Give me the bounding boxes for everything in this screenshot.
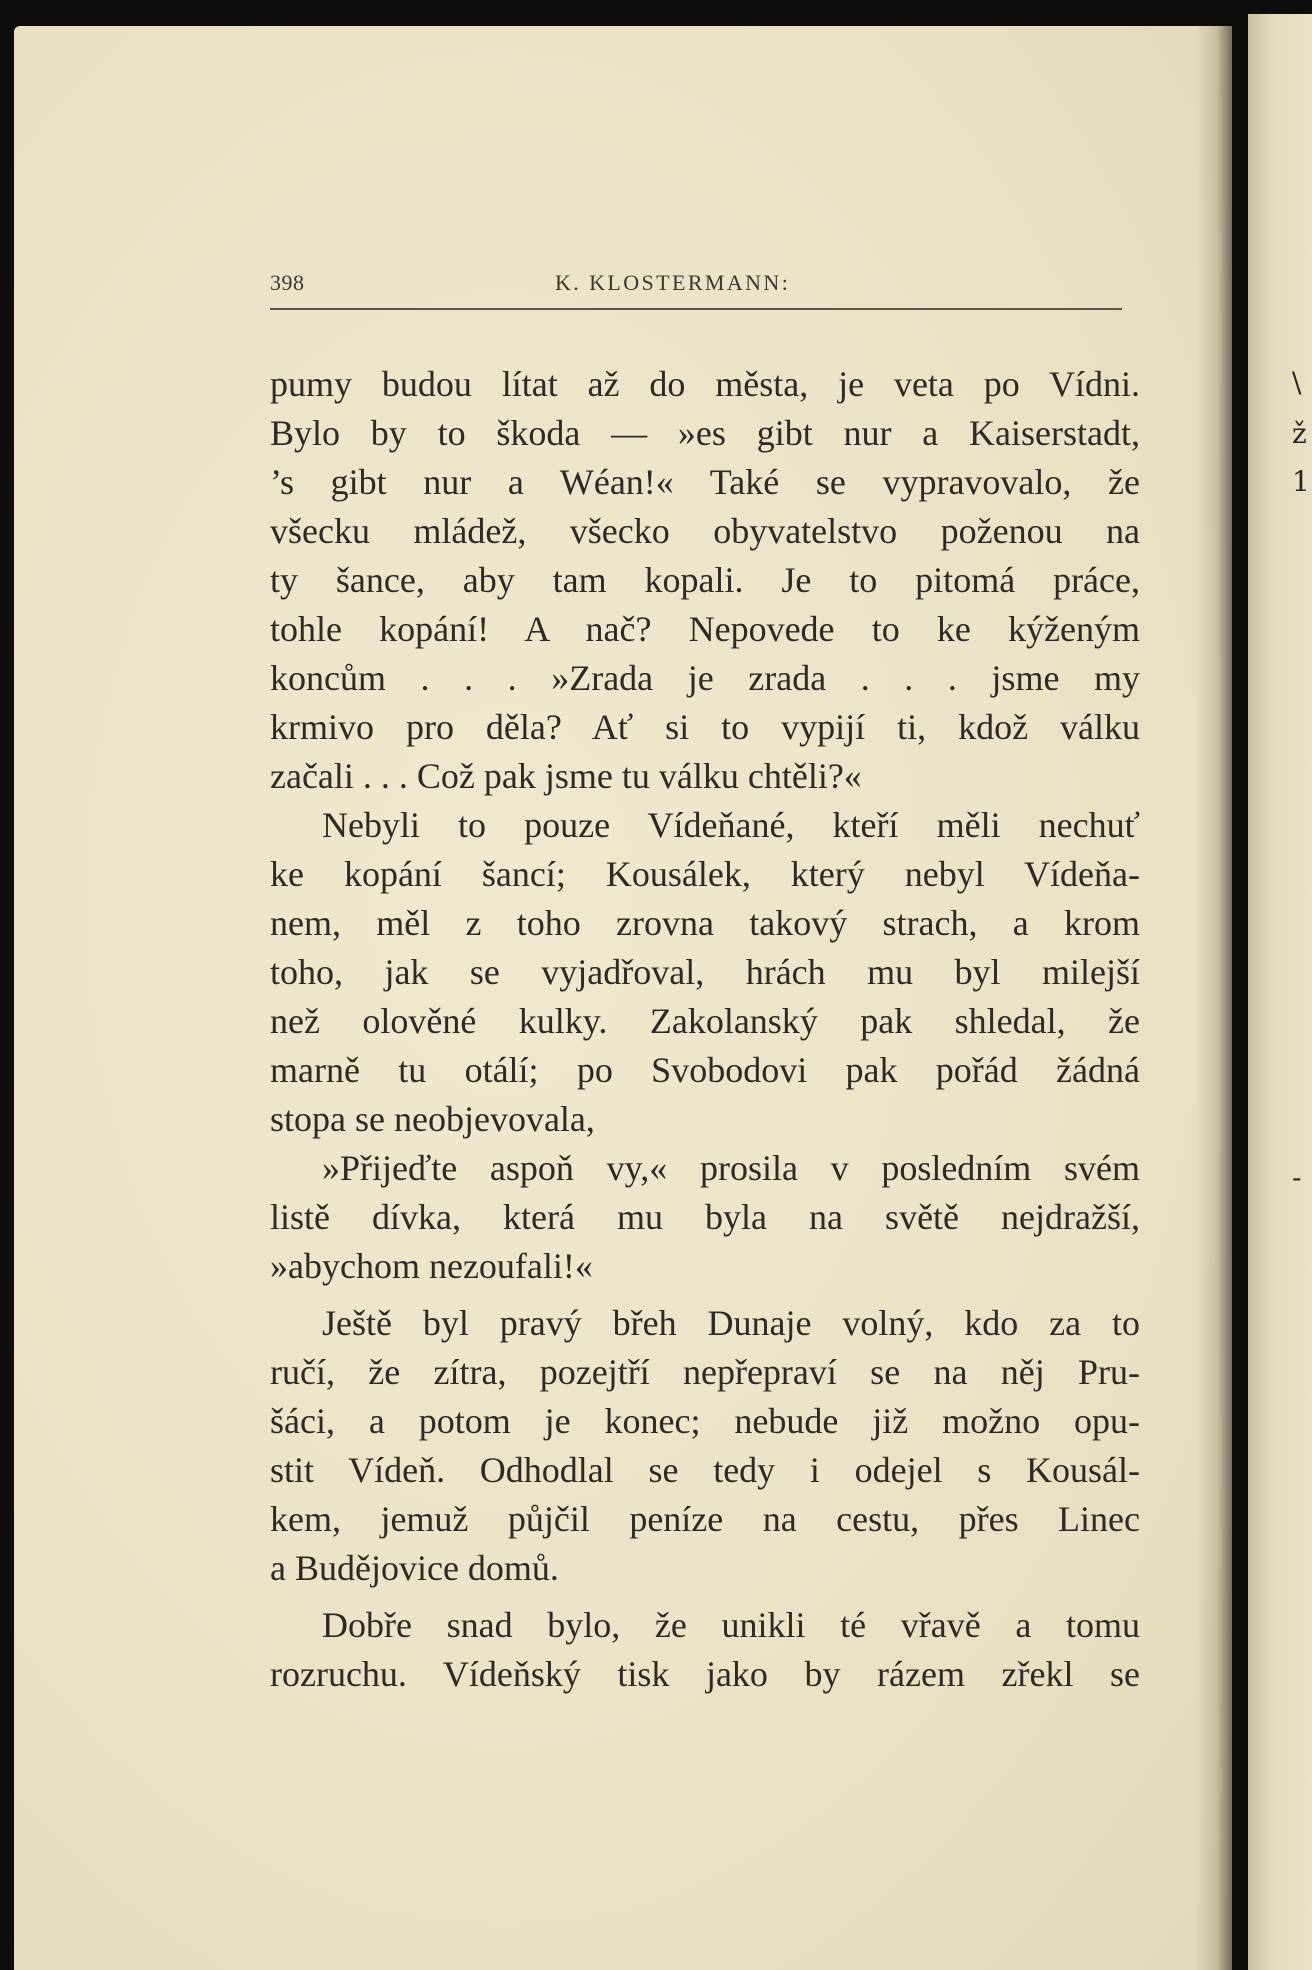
text-line: všecku mládež, všecko obyvatelstvo poženou na — [270, 511, 1140, 551]
edge-glyph: \ — [1292, 366, 1302, 399]
text-line: kem, jemuž půjčil peníze na cestu, přes Linec — [270, 1499, 1140, 1539]
text-line: Bylo by to škoda — »es gibt nur a Kaiserstadt, — [270, 413, 1140, 453]
text-line: než olověné kulky. Zakolanský pak shledal, že — [270, 1001, 1140, 1041]
edge-glyph: 1 — [1292, 465, 1310, 498]
text-line: »Přijeďte aspoň vy,« prosila v posledním svém — [322, 1148, 1140, 1188]
text-line: marně tu otálí; po Svobodovi pak pořád žádná — [270, 1050, 1140, 1090]
paragraph — [270, 360, 1140, 801]
text-line: nem, měl z toho zrovna takový strach, a krom — [270, 903, 1140, 943]
text-line: pumy budou lítat až do města, je veta po Vídni. — [270, 364, 1140, 404]
header-rule — [270, 308, 1122, 310]
text-line: toho, jak se vyjadřoval, hrách mu byl milejší — [270, 952, 1140, 992]
running-head — [270, 270, 1122, 302]
page-number: 398 — [270, 270, 305, 295]
text-line: a Budějovice domů. — [270, 1548, 559, 1588]
text-line: krmivo pro děla? Ať si to vypijí ti, kdož válku — [270, 707, 1140, 747]
next-page-edge — [1248, 14, 1312, 1970]
text-line: stopa se neobjevovala, — [270, 1099, 595, 1139]
paragraph — [270, 1144, 1140, 1291]
text-line: listě dívka, která mu byla na světě nejdražší, — [270, 1197, 1140, 1237]
paragraph-gap — [270, 1291, 1140, 1299]
edge-glyph: - — [1292, 1161, 1302, 1194]
text-line: Ještě byl pravý břeh Dunaje volný, kdo za to — [322, 1303, 1140, 1343]
text-line: rozruchu. Vídeňský tisk jako by rázem zřekl se — [270, 1654, 1140, 1694]
gutter-shadow — [1195, 26, 1232, 1970]
text-line: koncům . . . »Zrada je zrada . . . jsme my — [270, 658, 1140, 698]
running-title: K. KLOSTERMANN: — [555, 270, 791, 295]
text-line: stit Vídeň. Odhodlal se tedy i odejel s Kousál- — [270, 1450, 1140, 1490]
text-line: šáci, a potom je konec; nebude již možno opu- — [270, 1401, 1140, 1441]
paragraph — [270, 801, 1140, 1144]
text-line: ty šance, aby tam kopali. Je to pitomá práce, — [270, 560, 1140, 600]
text-line: ke kopání šancí; Kousálek, který nebyl Vídeňa- — [270, 854, 1140, 894]
paragraph-gap — [270, 1593, 1140, 1601]
edge-glyph: ž — [1292, 417, 1307, 450]
paragraph — [270, 1299, 1140, 1593]
text-line: začali . . . Což pak jsme tu válku chtěli?« — [270, 756, 862, 796]
text-line: Dobře snad bylo, že unikli té vřavě a tomu — [322, 1605, 1140, 1645]
paragraph — [270, 1601, 1140, 1699]
text-line: ručí, že zítra, pozejtří nepřepraví se na něj Pru- — [270, 1352, 1140, 1392]
text-line: tohle kopání! A nač? Nepovede to ke kýženým — [270, 609, 1140, 649]
body-text — [270, 360, 1140, 1699]
text-line: Nebyli to pouze Vídeňané, kteří měli nechuť — [322, 805, 1140, 845]
text-line: ’s gibt nur a Wéan!« Také se vypravovalo, že — [270, 462, 1140, 502]
text-line: »abychom nezoufali!« — [270, 1246, 593, 1286]
